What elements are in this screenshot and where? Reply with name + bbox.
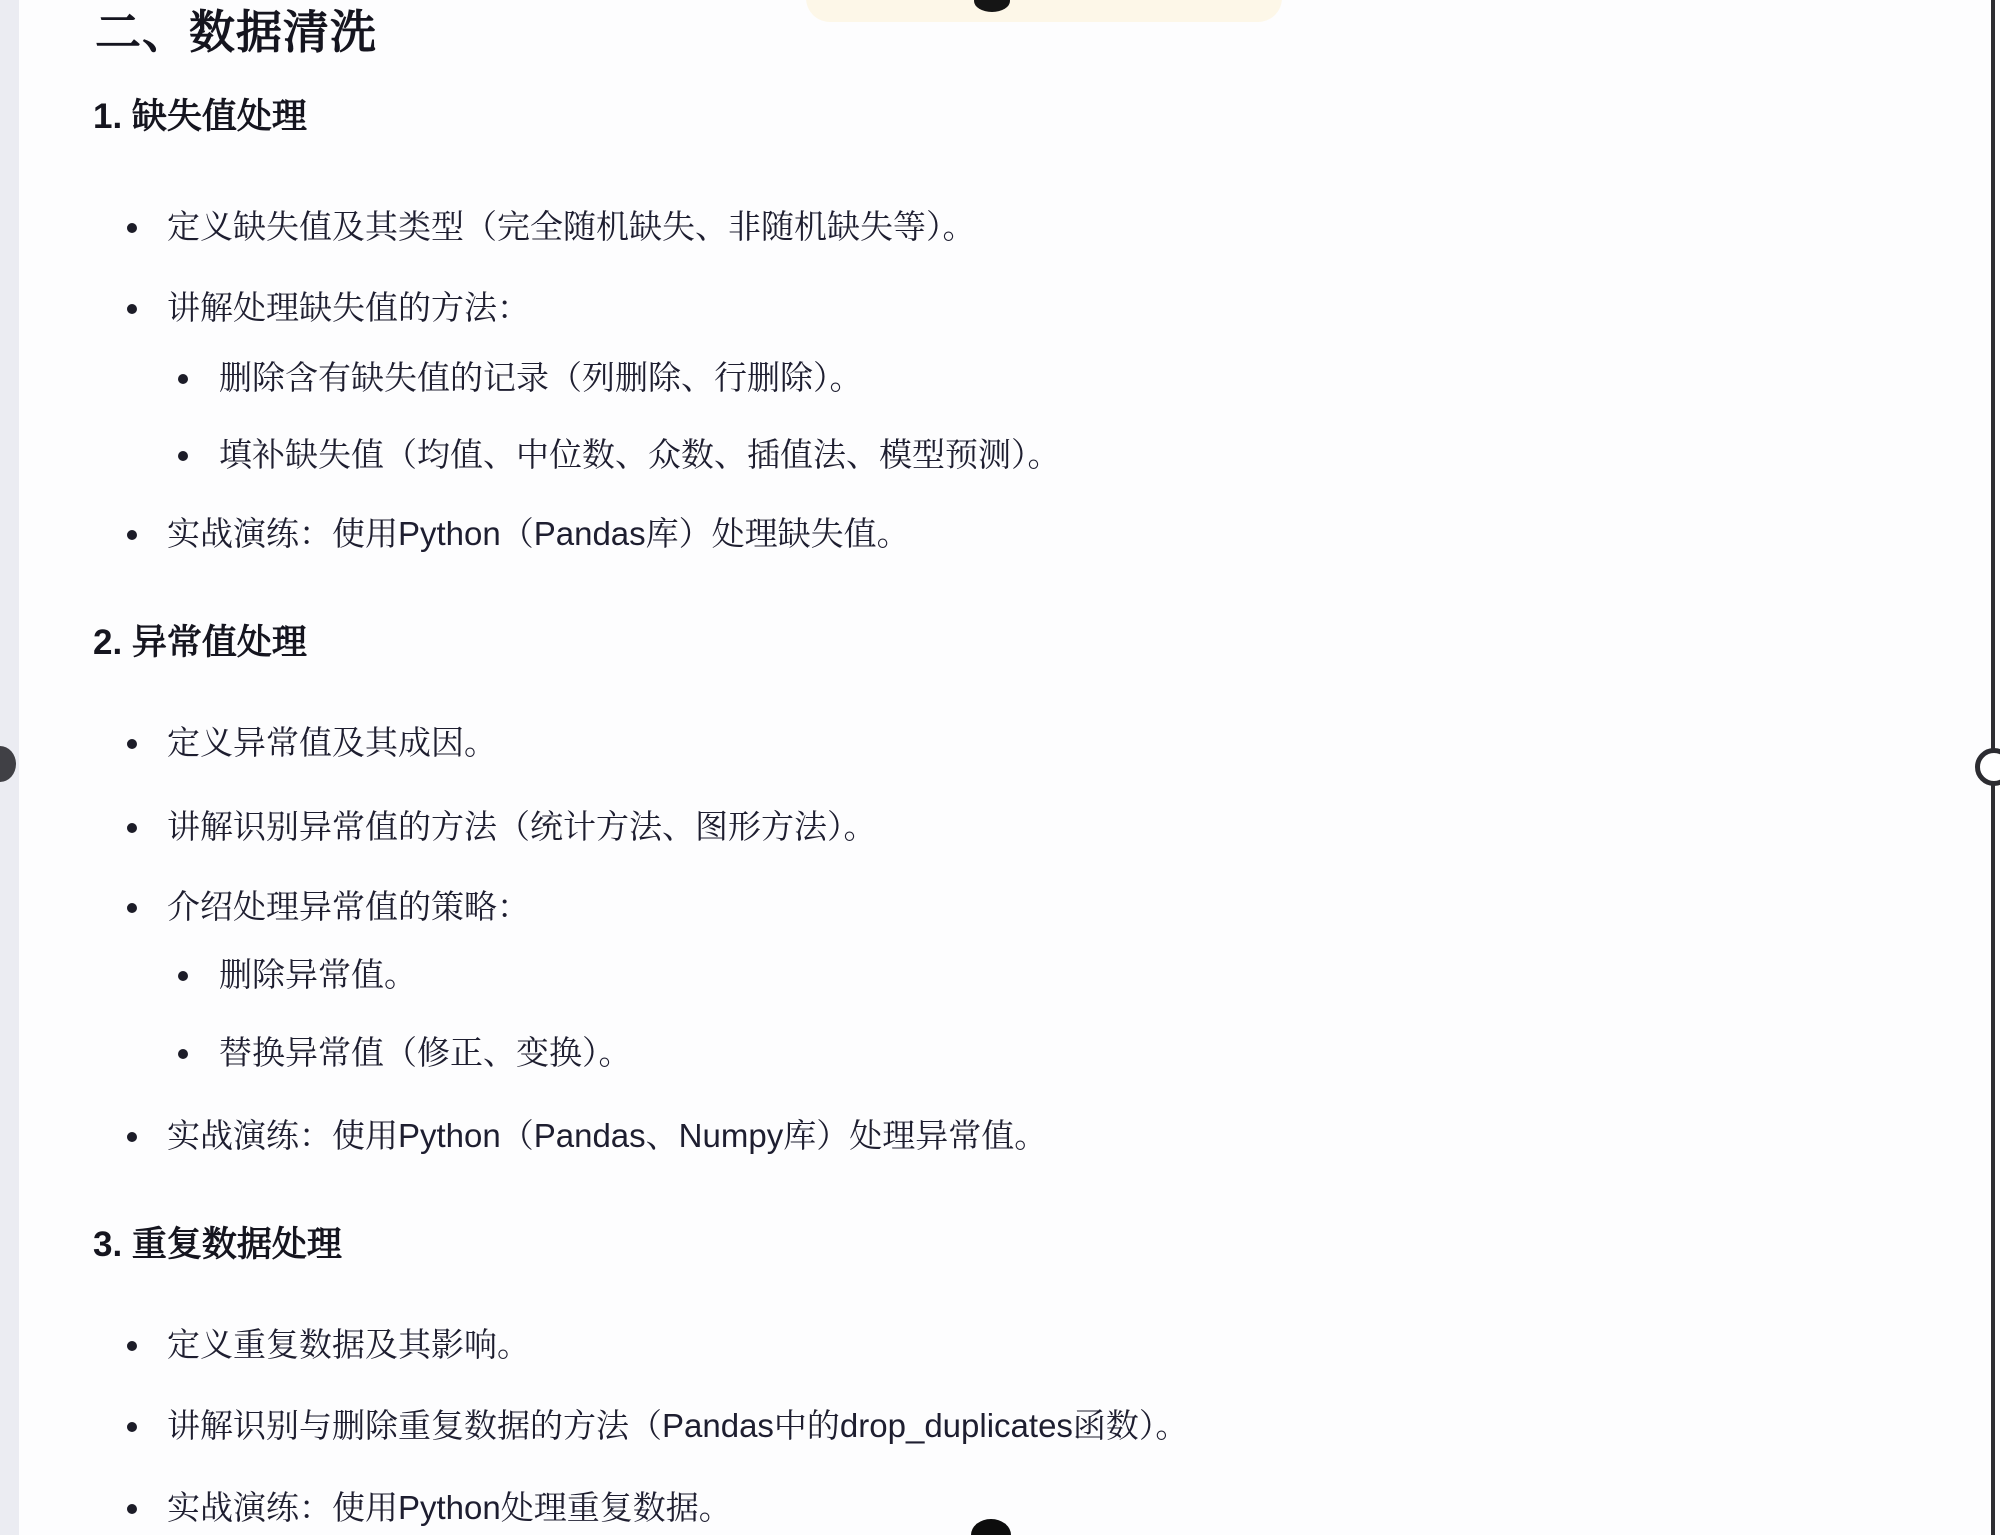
right-crop-handle[interactable]	[1975, 748, 2000, 786]
list-item	[127, 513, 910, 554]
list-item	[178, 434, 1061, 475]
list-item	[127, 1324, 530, 1365]
bullet-icon	[127, 739, 137, 749]
bullet-icon	[127, 1341, 137, 1351]
list-item	[127, 886, 530, 927]
list-item	[178, 954, 417, 995]
list-item-text: 定义异常值及其成因。	[167, 724, 497, 761]
bullet-icon	[127, 903, 137, 913]
toolbar-pill-fragment	[806, 0, 1282, 22]
list-item-text: 填补缺失值（均值、中位数、众数、插值法、模型预测）。	[219, 436, 1061, 473]
section-heading-outliers: 2. 异常值处理	[93, 623, 307, 662]
list-item	[127, 206, 976, 247]
list-item-text: 实战演练：使用Python处理重复数据。	[167, 1489, 732, 1526]
bullet-icon	[127, 1132, 137, 1142]
list-item	[127, 287, 530, 328]
bullet-icon	[127, 823, 137, 833]
list-item	[127, 1487, 732, 1528]
list-item	[178, 1032, 632, 1073]
bullet-icon	[127, 223, 137, 233]
bullet-icon	[178, 451, 188, 461]
bullet-icon	[178, 971, 188, 981]
list-item-text: 删除异常值。	[219, 956, 417, 993]
list-item-text: 删除含有缺失值的记录（列删除、行删除）。	[219, 359, 863, 396]
list-item-text: 介绍处理异常值的策略：	[167, 888, 530, 925]
bullet-icon	[127, 1504, 137, 1514]
list-item-text: 实战演练：使用Python（Pandas、Numpy库）处理异常值。	[167, 1117, 1048, 1154]
section-heading-missing-values: 1. 缺失值处理	[93, 97, 307, 136]
list-item-text: 替换异常值（修正、变换）。	[219, 1034, 632, 1071]
list-item	[127, 722, 497, 763]
list-item-text: 讲解识别与删除重复数据的方法（Pandas中的drop_duplicates函数）。	[167, 1407, 1189, 1444]
list-item	[127, 1405, 1188, 1446]
list-item-text: 讲解识别异常值的方法（统计方法、图形方法）。	[167, 808, 877, 845]
list-item-text: 定义缺失值及其类型（完全随机缺失、非随机缺失等）。	[167, 208, 976, 245]
bullet-icon	[127, 304, 137, 314]
list-item	[127, 1115, 1047, 1156]
bullet-icon	[127, 1422, 137, 1432]
list-item-text: 讲解处理缺失值的方法：	[167, 289, 530, 326]
bullet-icon	[178, 374, 188, 384]
list-item-text: 定义重复数据及其影响。	[167, 1326, 530, 1363]
list-item-text: 实战演练：使用Python（Pandas库）处理缺失值。	[167, 515, 910, 552]
bottom-icon-fragment	[971, 1519, 1011, 1535]
page-title: 二、数据清洗	[95, 6, 377, 58]
list-item	[127, 806, 877, 847]
bullet-icon	[127, 530, 137, 540]
section-heading-duplicates: 3. 重复数据处理	[93, 1225, 342, 1264]
list-item	[178, 357, 863, 398]
bullet-icon	[178, 1049, 188, 1059]
